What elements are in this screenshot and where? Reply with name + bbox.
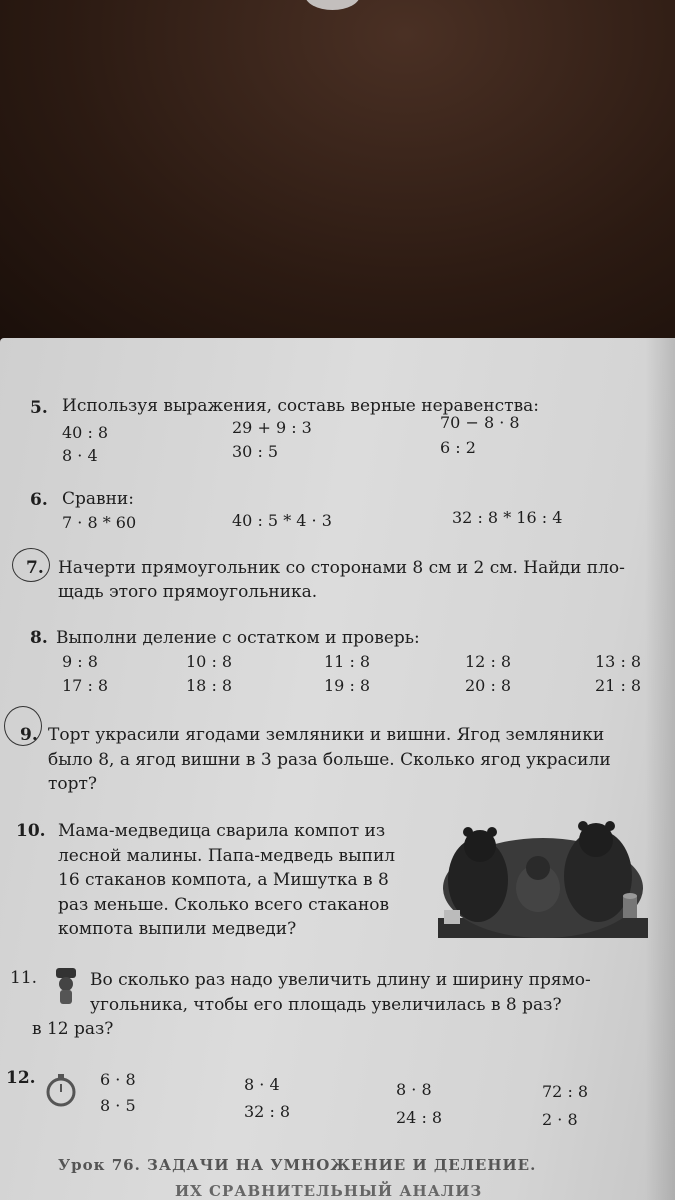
lesson-footer-line-2: ИХ СРАВНИТЕЛЬНЫЙ АНАЛИЗ <box>175 1182 483 1200</box>
task-8-r2-2: 18 : 8 <box>186 676 233 695</box>
task-12-c3-2: 24 : 8 <box>396 1108 443 1127</box>
task-9-number: 9. <box>20 725 38 745</box>
task-8-r1-4: 12 : 8 <box>465 652 512 671</box>
task-5-expr-1: 40 : 8 <box>62 423 109 442</box>
task-12-c3-1: 8 · 8 <box>396 1080 432 1099</box>
task-8-number: 8. <box>30 628 48 648</box>
task-7-number: 7. <box>26 558 44 578</box>
task-8-r2-3: 19 : 8 <box>324 676 371 695</box>
task-5-expr-3: 70 − 8 · 8 <box>440 413 520 432</box>
task-12-c2-1: 8 · 4 <box>244 1075 280 1094</box>
task-8-r2-1: 17 : 8 <box>62 676 109 695</box>
task-10-line-2: лесной малины. Папа-медведь выпил <box>58 846 396 866</box>
cat-scientist-icon <box>52 966 80 1006</box>
task-8-r1-5: 13 : 8 <box>595 652 642 671</box>
task-10-line-1: Мама-медведица сварила компот из <box>58 821 386 841</box>
task-8-r1-3: 11 : 8 <box>324 652 371 671</box>
task-9-line-1: Торт украсили ягодами земляники и вишни. Ягод земляники <box>48 725 605 745</box>
task-11-line-2: угольника, чтобы его площадь увеличилась в 8 раз? <box>90 995 562 1015</box>
task-5-expr-6: 6 : 2 <box>440 438 476 457</box>
task-10-line-3: 16 стаканов компота, а Мишутка в 8 <box>58 870 389 890</box>
task-5-expr-4: 8 · 4 <box>62 446 98 465</box>
lesson-footer-line-1: Урок 76. ЗАДАЧИ НА УМНОЖЕНИЕ И ДЕЛЕНИЕ. <box>58 1156 537 1174</box>
task-6-text: Сравни: <box>62 489 134 509</box>
task-12-c1-1: 6 · 8 <box>100 1070 136 1089</box>
task-5-text: Используя выражения, составь верные неравенства: <box>62 396 539 416</box>
task-10-number: 10. <box>16 821 46 841</box>
task-8-text: Выполни деление с остатком и проверь: <box>56 628 420 648</box>
task-11-number: 11. <box>10 968 38 988</box>
task-11-line-3: в 12 раз? <box>32 1019 114 1039</box>
task-6-number: 6. <box>30 490 48 510</box>
task-9-line-2: было 8, а ягод вишни в 3 раза больше. Сколько ягод украсили <box>48 750 611 770</box>
task-5-number: 5. <box>30 398 48 418</box>
task-12-c1-2: 8 · 5 <box>100 1096 136 1115</box>
task-8-r2-4: 20 : 8 <box>465 676 512 695</box>
task-5-expr-2: 29 + 9 : 3 <box>232 418 312 437</box>
task-11-line-1: Во сколько раз надо увеличить длину и ширину прямо- <box>90 970 591 990</box>
task-7-line-2: щадь этого прямоугольника. <box>58 582 318 602</box>
task-7-line-1: Начерти прямоугольник со сторонами 8 см и 2 см. Найди пло- <box>58 558 625 578</box>
task-10-line-5: компота выпили медведи? <box>58 919 297 939</box>
task-6-expr-2: 40 : 5 * 4 · 3 <box>232 511 332 530</box>
task-8-r2-5: 21 : 8 <box>595 676 642 695</box>
task-6-expr-1: 7 · 8 * 60 <box>62 513 137 532</box>
task-8-r1-2: 10 : 8 <box>186 652 233 671</box>
task-12-c4-2: 2 · 8 <box>542 1110 578 1129</box>
task-6-expr-3: 32 : 8 * 16 : 4 <box>452 508 563 527</box>
task-9-line-3: торт? <box>48 774 98 794</box>
task-12-c2-2: 32 : 8 <box>244 1102 291 1121</box>
task-8-r1-1: 9 : 8 <box>62 652 98 671</box>
bears-illustration <box>438 818 648 940</box>
task-10-line-4: раз меньше. Сколько всего стаканов <box>58 895 390 915</box>
stopwatch-icon <box>44 1072 78 1108</box>
task-5-expr-5: 30 : 5 <box>232 442 279 461</box>
task-12-number: 12. <box>6 1068 36 1088</box>
desk-background <box>0 0 675 345</box>
task-12-c4-1: 72 : 8 <box>542 1082 589 1101</box>
